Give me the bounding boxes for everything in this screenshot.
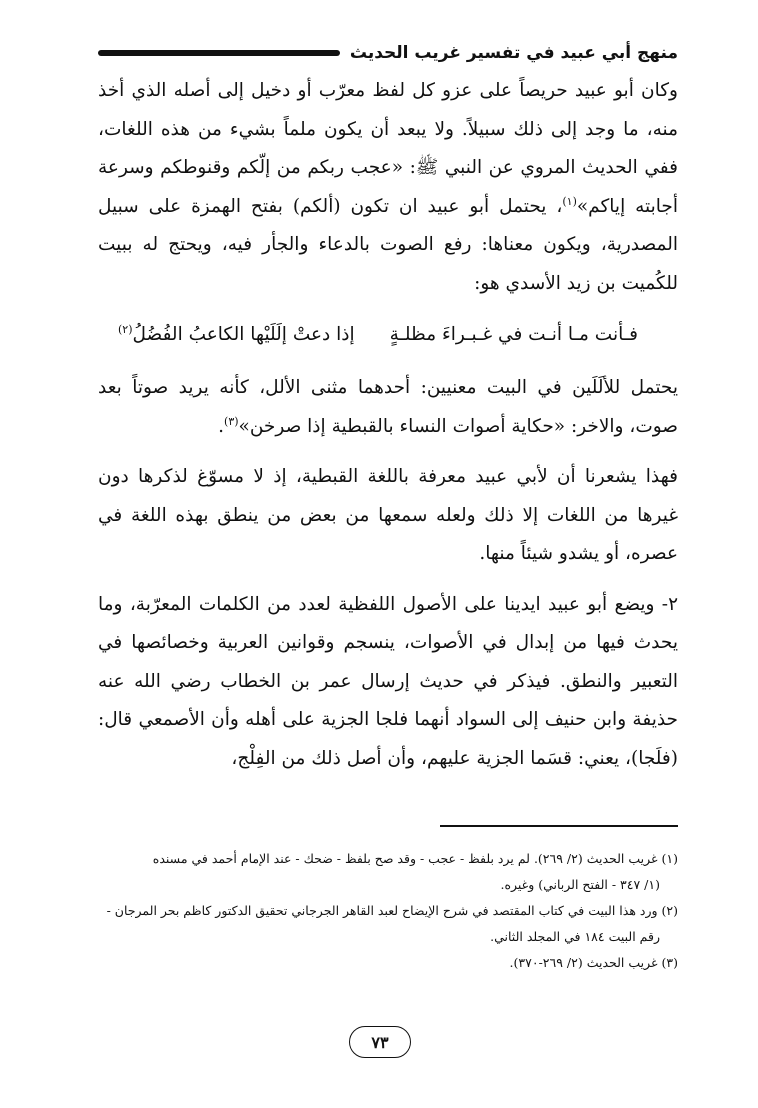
paragraph-1-continuation: ، يحتمل أبو عبيد ان تكون (ألكم) بفتح الهمزة على سبيل المصدرية، ويكون معناها: رفع الصوت بالدعاء والجأر فيه، ويحتج له ببيت للكُميت بن زيد الأسدي هو: bbox=[98, 195, 678, 294]
paragraph-3: فهذا يشعرنا أن لأبي عبيد معرفة باللغة القبطية، إذ لا مسوّغ لذكرها دون غيرها من اللغات إلا ذلك ولعله سمعها من بعض من ينطق بهذه اللغة في عصره، أو يشدو شيئاً منها. bbox=[98, 466, 678, 564]
footnote-ref-2: (٢) bbox=[118, 322, 133, 336]
verse-second-hemistich: إذا دعتْ إلَلَيْها الكاعبُ الفُضُلُ bbox=[132, 324, 355, 345]
footnotes bbox=[98, 846, 678, 976]
footnote-separator bbox=[440, 825, 678, 827]
paragraph-2 bbox=[98, 369, 678, 446]
footnote-1-line-2: (١/ ٣٤٧ - الفتح الرباني) وغيره. bbox=[500, 877, 660, 892]
verse-second-hemistich-wrap bbox=[118, 313, 355, 357]
paragraph-4: ٢- ويضع أبو عبيد ايدينا على الأصول اللفظية لعدد من الكلمات المعرّبة، وما يحدث فيها من إبدال في الأصوات، ينسجم وقوانين العربية وخصائصها في التعبير والنطق. فيذكر في حديث إرسال عمر بن الخطاب رضي الله عنه حذيفة وابن حنيف إلى السواد أنهما فلجا الجزية على أهله وأن الأصمعي قال: (فلَجا)، يعني: قسَما الجزية عليهم، وأن أصل ذلك من الفِلْج، bbox=[98, 593, 678, 769]
footnote-3: (٣) غريب الحديث (٢/ ٢٦٩-٣٧٠). bbox=[509, 955, 678, 970]
header-rule bbox=[98, 50, 340, 56]
verse-first-hemistich: فـأنت مـا أنـت في غـبـراءَ مظلـةٍ bbox=[389, 324, 638, 345]
footnote-ref-3: (٣) bbox=[224, 414, 239, 428]
page-header bbox=[98, 36, 678, 70]
poetry-verse bbox=[98, 313, 678, 357]
footnote-2-line-2: رقم البيت ١٨٤ في المجلد الثاني. bbox=[490, 929, 660, 944]
paragraph-2-end: . bbox=[218, 415, 225, 437]
footnote-ref-1: (١) bbox=[562, 194, 577, 208]
main-text bbox=[98, 72, 678, 778]
footnote-1-line-1: (١) غريب الحديث (٢/ ٢٦٩). لم يرد بلفظ - عجب - وقد صح بلفظ - ضحك - عند الإمام أحمد في مسنده bbox=[152, 851, 678, 866]
paragraph-2-text: يحتمل للألَلَين في البيت معنيين: أحدهما مثنى الألل، كأنه يريد صوتاً بعد صوت، والاخر: «حكاية أصوات النساء بالقبطية إذا صرخن» bbox=[98, 377, 678, 437]
paragraph-1 bbox=[98, 72, 678, 303]
page-number: ٧٣ bbox=[349, 1026, 411, 1058]
paragraph-1-text: وكان أبو عبيد حريصاً على عزو كل لفظ معرّب أو دخيل إلى أصله الذي أخذ منه، ما وجد إلى ذلك سبيلاً. ولا يبعد أن يكون ملماً بشيء من هذه اللغات، ففي الحديث المروي عن النبي ﷺ: «عجب ربكم من إلّكم وقنوطكم وسرعة أجابته إياكم» bbox=[98, 80, 678, 217]
running-title: منهج أبي عبيد في تفسير غريب الحديث bbox=[349, 43, 678, 63]
footnote-2-line-1: (٢) ورد هذا البيت في كتاب المقتصد في شرح الإيضاح لعبد القاهر الجرجاني تحقيق الدكتور كاظم بحر المرجان - bbox=[106, 903, 678, 918]
